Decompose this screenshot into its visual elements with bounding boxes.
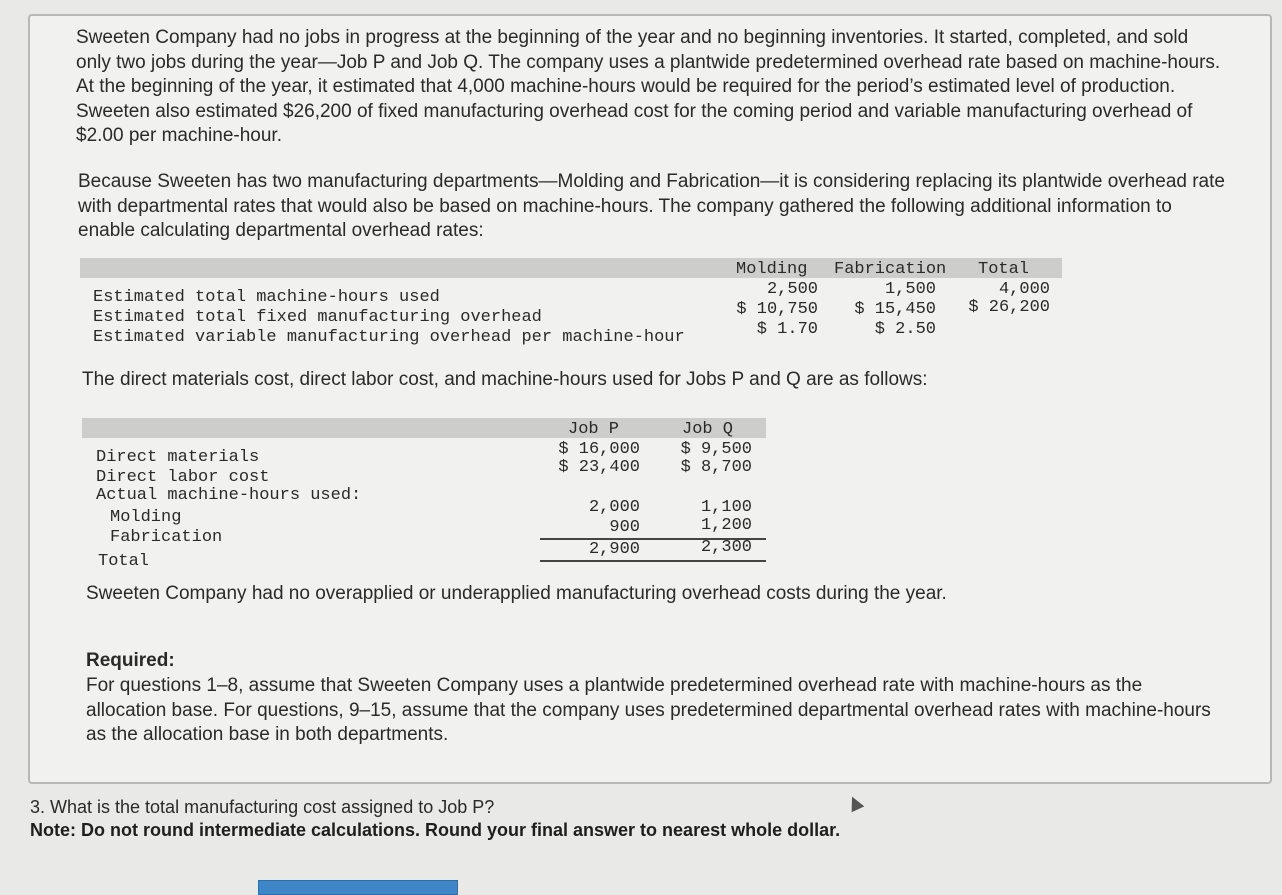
cell-molding-mh: 2,500 [766,280,818,299]
cell-q-fabrication: 1,200 [700,516,752,535]
question-text: 3. What is the total manufacturing cost assigned to Job P? [30,797,495,817]
cell-q-labor: $ 8,700 [680,458,752,477]
cell-fabrication-fixed: $ 15,450 [854,300,936,319]
row-label: Total [98,552,150,571]
cell-p-materials: $ 16,000 [558,440,640,459]
table-header-bar [82,418,766,438]
cell-molding-fixed: $ 10,750 [736,300,818,319]
header-job-q: Job Q [682,420,734,439]
row-label: Direct labor cost [96,468,270,487]
row-label: Actual machine-hours used: [96,486,362,505]
intro-paragraph-3: The direct materials cost, direct labor cost, and machine-hours used for Jobs P and Q are as follows: [82,369,928,390]
row-label: Molding [110,508,182,527]
cell-fabrication-mh: 1,500 [884,280,936,299]
required-paragraph: For questions 1–8, assume that Sweeten Company uses a plantwide predetermined overhead rate with machine-hours as the allocation base. For questions, 9–15, assume that the company uses predetermined departmental overhead rates with machine-hours as the allocation base in both departments. [86,675,1211,745]
row-label: Estimated total fixed manufacturing overhead [93,308,542,327]
cell-molding-variable: $ 1.70 [756,320,818,339]
cell-q-molding: 1,100 [700,498,752,517]
mouse-cursor-icon [846,794,865,813]
row-label: Direct materials [96,448,260,467]
cell-p-molding: 2,000 [588,498,640,517]
cell-total-fixed: $ 26,200 [968,298,1050,317]
header-total: Total [978,260,1030,279]
cell-q-materials: $ 9,500 [680,440,752,459]
header-fabrication: Fabrication [834,260,947,279]
cell-total-mh: 4,000 [998,280,1050,299]
cell-p-labor: $ 23,400 [558,458,640,477]
cell-q-total: 2,300 [700,538,752,557]
header-molding: Molding [736,260,808,279]
row-label: Estimated variable manufacturing overhead per machine-hour [93,328,685,347]
required-heading: Required: [86,650,175,671]
intro-paragraph-1: Sweeten Company had no jobs in progress at the beginning of the year and no beginning inventories. It started, completed, and sold only two jobs during the year—Job P and Job Q. The company uses a plantwide predetermined overhead rate based on machine-hours. At the beginning of the year, it estimated that 4,000 machine-hours would be required for the period’s estimated level of production. Sweeten also estimated $26,200 of fixed manufacturing overhead cost for the coming period and variable manufacturing overhead of $2.00 per machine-hour. [76,27,1221,146]
cell-p-fabrication: 900 [609,518,640,537]
row-label: Estimated total machine-hours used [93,288,440,307]
intro-paragraph-4: Sweeten Company had no overapplied or underapplied manufacturing overhead costs during the year. [86,583,947,604]
header-job-p: Job P [568,420,620,439]
row-label: Fabrication [110,528,223,547]
question-note: Note: Do not round intermediate calculations. Round your final answer to nearest whole dollar. [30,820,841,840]
cell-p-total: 2,900 [588,540,640,559]
total-rule [540,560,766,562]
intro-paragraph-2: Because Sweeten has two manufacturing departments—Molding and Fabrication—it is considering replacing its plantwide overhead rate with departmental rates that would also be based on machine-hours. The company gathered the following additional information to enable calculating departmental overhead rates: [78,171,1225,241]
cell-fabrication-variable: $ 2.50 [874,320,936,339]
